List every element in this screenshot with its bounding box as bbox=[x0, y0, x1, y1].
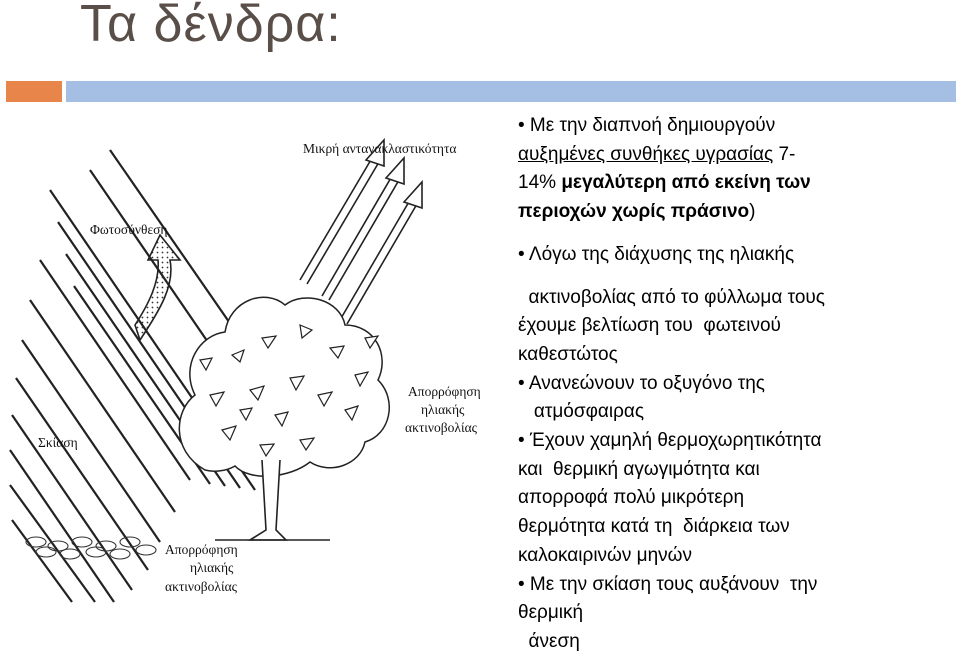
bullet-3-line-1: • Ανανεώνουν το οξυγόνο της bbox=[518, 372, 765, 394]
page-title: Τα δένδρα: bbox=[80, 0, 342, 53]
reflection-arrows bbox=[300, 140, 422, 324]
bullet-2-line-3: έχουμε βελτίωση του φωτεινού bbox=[518, 315, 781, 337]
label-shading: Σκίαση bbox=[38, 435, 78, 450]
label-absorption-ground-2: ηλιακής bbox=[190, 560, 234, 575]
bullet-1-line-3: 14% μεγαλύτερη από εκείνη των bbox=[518, 172, 811, 194]
bullet-4-line-2: και θερμική αγωγιμότητα και bbox=[518, 458, 760, 480]
bullet-1-line-4: περιοχών χωρίς πράσινο) bbox=[518, 201, 756, 223]
ground-texture bbox=[26, 537, 156, 559]
accent-bar-blue bbox=[66, 81, 956, 102]
bullet-3-line-2: ατμόσφαιρας bbox=[518, 401, 645, 423]
bullet-5-line-1: • Με την σκίαση τους αυξάνουν την bbox=[518, 573, 818, 595]
tree-radiation-diagram bbox=[0, 110, 505, 610]
bullet-4-line-1: • Έχουν χαμηλή θερμοχωρητικότητα bbox=[518, 430, 822, 452]
bullet-1-line-2: αυξημένες συνθήκες υγρασίας 7- bbox=[518, 143, 796, 165]
label-absorption-canopy-1: Απορρόφηση bbox=[408, 384, 481, 399]
bullet-4-line-4: θερμότητα κατά τη διάρκεια των bbox=[518, 516, 790, 538]
accent-bar-orange bbox=[6, 81, 62, 102]
bullet-4-line-3: απορροφά πολύ μικρότερη bbox=[518, 487, 745, 509]
photosynthesis-arrow bbox=[135, 235, 180, 340]
label-absorption-canopy-2: ηλιακής bbox=[421, 402, 465, 417]
label-reflectivity: Μικρή αντανακλαστικότητα bbox=[303, 141, 457, 156]
label-absorption-canopy-3: ακτινοβολίας bbox=[405, 420, 478, 435]
bullet-4-line-5: καλοκαιρινών μηνών bbox=[518, 544, 692, 566]
bullet-2-line-4: καθεστώτος bbox=[518, 343, 618, 365]
benefits-text bbox=[518, 112, 954, 657]
bullet-5-line-3: άνεση bbox=[518, 630, 580, 652]
tree-canopy bbox=[179, 297, 389, 476]
bullet-5-line-2: θερμική bbox=[518, 602, 584, 624]
bullet-2-line-2: ακτινοβολίας από το φύλλωμα τους bbox=[518, 286, 825, 308]
label-photosynthesis: Φωτοσύνθεση bbox=[90, 222, 168, 237]
bullet-1-line-1: • Με την διαπνοή δημιουργούν bbox=[518, 115, 776, 136]
label-absorption-ground-3: ακτινοβολίας bbox=[165, 579, 238, 594]
bullet-2-line-1: • Λόγω της διάχυσης της ηλιακής bbox=[518, 243, 795, 265]
label-absorption-ground-1: Απορρόφηση bbox=[165, 542, 238, 557]
